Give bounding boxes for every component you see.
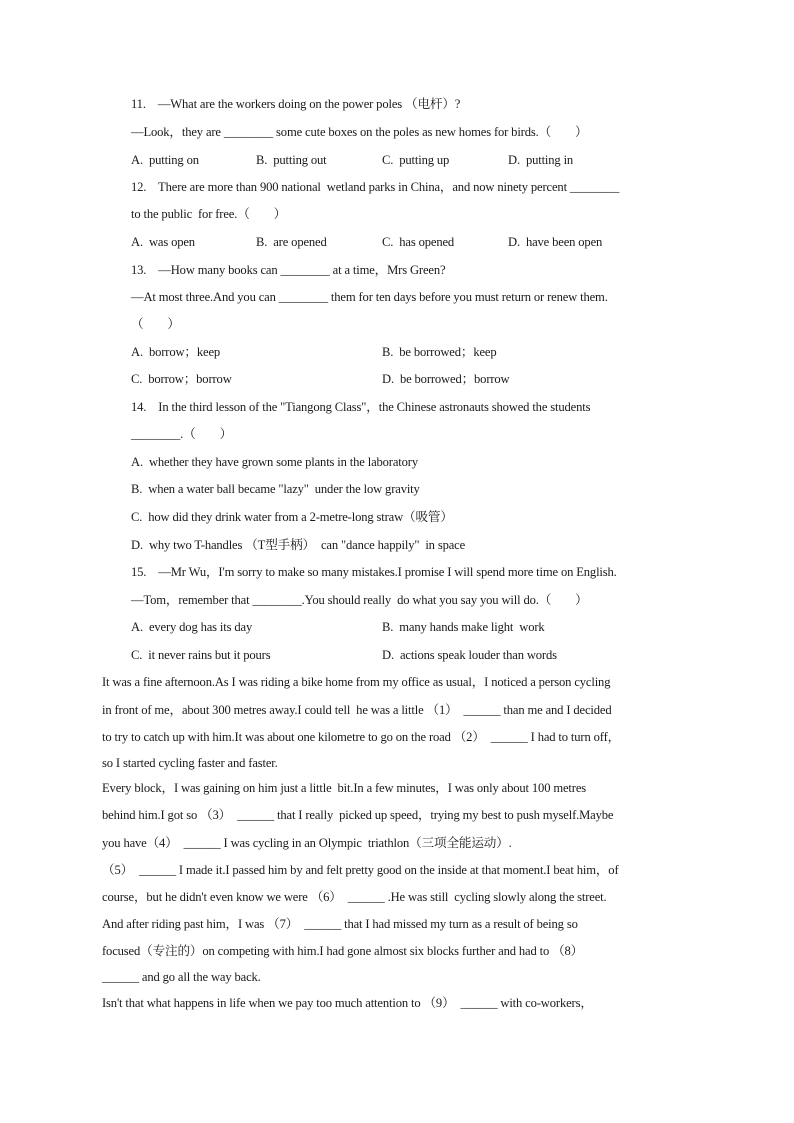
question-13-option-a: A. borrow；keep [131,345,221,359]
question-11-option-b: B. putting out [256,153,327,167]
passage-line-5: Every block，I was gaining on him just a little bit.In a few minutes，I was only about 100 metres [102,781,587,795]
question-13-line3: （ ） [131,317,180,331]
passage-line-3: to try to catch up with him.It was about one kilometre to go on the road （2） ______ I had to turn off， [102,730,621,744]
question-13-stem: 13. —How many books can ________ at a time，Mrs Green? [131,263,446,277]
passage-line-11: focused（专注的）on competing with him.I had gone almost six blocks further and had to （8） [102,944,584,958]
passage-line-4: so I started cycling faster and faster. [102,756,278,770]
passage-line-7: you have（4） ______ I was cycling in an Olympic triathlon（三项全能运动）. [102,836,512,850]
question-14-option-a: A. whether they have grown some plants in the laboratory [131,455,418,469]
passage-line-1: It was a fine afternoon.As I was riding a bike home from my office as usual，I noticed a person cycling [102,675,611,689]
question-15-line2: —Tom，remember that ________.You should really do what you say you will do.（ ） [131,593,588,607]
question-12-option-b: B. are opened [256,235,327,249]
passage-line-12: ______ and go all the way back. [102,970,261,984]
question-15-stem: 15. —Mr Wu，I'm sorry to make so many mistakes.I promise I will spend more time on English. [131,565,617,579]
passage-line-6: behind him.I got so （3） ______ that I really picked up speed，trying my best to push myself.Maybe [102,808,614,822]
question-12-option-c: C. has opened [382,235,455,249]
passage-line-9: course，but he didn't even know we were （6） ______ .He was still cycling slowly along the street. [102,890,607,904]
question-11-option-c: C. putting up [382,153,450,167]
question-11-option-d: D. putting in [508,153,574,167]
question-12-line2: to the public for free.（ ） [131,207,287,221]
passage-line-2: in front of me，about 300 metres away.I could tell he was a little （1） ______ than me and I decided [102,703,612,717]
passage-line-8: （5） ______ I made it.I passed him by and felt pretty good on the inside at that moment.I beat him，of [102,863,619,877]
question-14-line2: ________.（ ） [131,427,233,441]
question-13-option-d: D. be borrowed；borrow [382,372,510,386]
question-15-option-b: B. many hands make light work [382,620,545,634]
passage-line-13: Isn't that what happens in life when we pay too much attention to （9） ______ with co-workers， [102,996,593,1010]
question-15-option-d: D. actions speak louder than words [382,648,557,662]
question-11-stem: 11. —What are the workers doing on the power poles （电杆）? [131,97,461,111]
question-14-stem: 14. In the third lesson of the "Tiangong Class"，the Chinese astronauts showed the students [131,400,591,414]
question-13-line2: —At most three.And you can ________ them for ten days before you must return or renew them. [131,290,608,304]
question-15-option-a: A. every dog has its day [131,620,253,634]
passage-line-10: And after riding past him，I was （7） ______ that I had missed my turn as a result of being so [102,917,578,931]
question-13-option-b: B. be borrowed；keep [382,345,497,359]
question-15-option-c: C. it never rains but it pours [131,648,271,662]
question-11-line2: —Look，they are ________ some cute boxes on the poles as new homes for birds.（ ） [131,125,588,139]
question-14-option-c: C. how did they drink water from a 2-metre-long straw（吸管） [131,510,453,524]
question-12-stem: 12. There are more than 900 national wetland parks in China，and now ninety percent ________ [131,180,620,194]
question-14-option-d: D. why two T-handles （T型手柄） can "dance happily" in space [131,538,466,552]
question-13-option-c: C. borrow；borrow [131,372,232,386]
question-14-option-b: B. when a water ball became "lazy" under the low gravity [131,482,420,496]
question-12-option-a: A. was open [131,235,195,249]
question-12-option-d: D. have been open [508,235,603,249]
question-11-option-a: A. putting on [131,153,199,167]
